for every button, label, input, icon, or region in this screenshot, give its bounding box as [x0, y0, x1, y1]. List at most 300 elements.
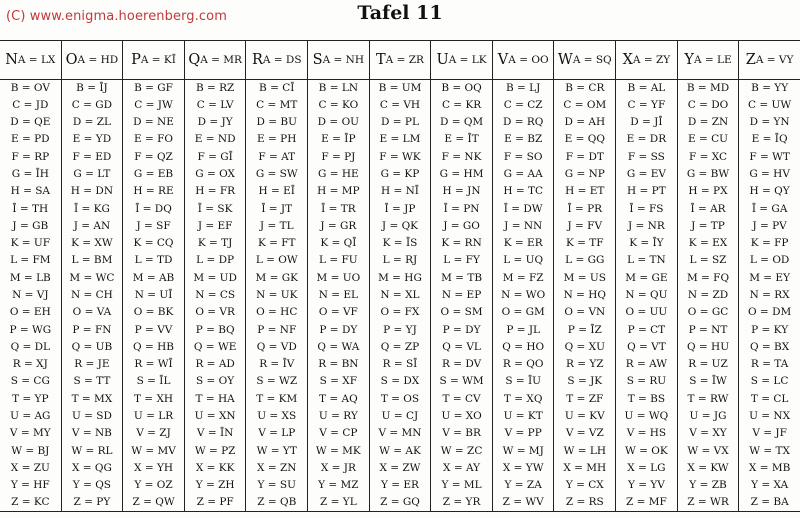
pair-cell: B = UM [378, 81, 422, 94]
pair-cell: U = NX [749, 409, 791, 422]
pair-cell: Z = QW [132, 496, 175, 509]
pair-cell: V = LP [258, 427, 296, 440]
pair-cell: F = QZ [134, 150, 173, 163]
pair-cell: V = NB [71, 427, 112, 440]
pair-cell: R = JE [74, 358, 110, 371]
pair-cell: S = ĪW [689, 375, 727, 388]
pair-cell: W = ZC [440, 444, 483, 457]
pair-cell: T = AQ [319, 392, 358, 405]
pair-cell: T = BS [627, 392, 666, 405]
pair-cell: R = ĪV [259, 358, 295, 371]
pair-cell: Y = SU [257, 479, 296, 492]
pair-cell: K = UF [10, 237, 51, 250]
pair-cell: H = MP [317, 185, 360, 198]
pair-cell: U = RY [318, 409, 358, 422]
pair-cell: H = SA [10, 185, 50, 198]
pair-cell: H = JN [442, 185, 481, 198]
pair-cell: G = ĪH [11, 168, 49, 181]
column-header [739, 41, 800, 79]
table-column-r [246, 41, 308, 511]
pair-cell: L = OW [255, 254, 298, 267]
pair-cell: Q = VL [442, 340, 481, 353]
pair-cell: L = RJ [382, 254, 418, 267]
pair-cell: K = QĪ [320, 237, 357, 250]
pair-cell: H = PT [627, 185, 666, 198]
pair-cell: W = PZ [194, 444, 236, 457]
pair-cell: V = VZ [565, 427, 604, 440]
column-first-pair: A = SQ [572, 54, 612, 66]
pair-cell: E = YD [72, 133, 112, 146]
pair-cell: J = GR [320, 219, 357, 232]
pair-cell: Q = HU [686, 340, 730, 353]
pair-cell: Ī = JP [384, 202, 416, 215]
pair-cell: E = FO [134, 133, 174, 146]
pair-cell: Z = BA [750, 496, 789, 509]
pair-cell: M = US [563, 271, 606, 284]
pair-cell: C = KR [441, 98, 482, 111]
pair-cell: Ī = GA [751, 202, 788, 215]
pair-cell: E = ND [194, 133, 236, 146]
pair-cell: D = BU [256, 116, 297, 129]
pair-cell: Q = XU [564, 340, 605, 353]
pair-cell: G = EB [133, 168, 174, 181]
pair-cell: R = DV [441, 358, 482, 371]
pair-cell: M = AB [132, 271, 175, 284]
pair-cell: C = KO [318, 98, 359, 111]
pair-cell: R = UZ [688, 358, 728, 371]
pair-cell: M = EY [749, 271, 791, 284]
pair-cell: U = WQ [624, 409, 669, 422]
pair-cell: C = LV [196, 98, 234, 111]
pair-cell: X = MH [563, 461, 607, 474]
pair-cell: E = BZ [504, 133, 543, 146]
pair-cell: P = WG [9, 323, 52, 336]
column-first-pair: A = LX [17, 54, 56, 66]
pair-cell: Ī = AR [690, 202, 726, 215]
pair-cell: F = PJ [321, 150, 356, 163]
pair-cell: L = GG [565, 254, 605, 267]
pair-cell: Q = WE [193, 340, 237, 353]
pair-cell: Z = WV [502, 496, 544, 509]
pair-cell: Z = MF [625, 496, 667, 509]
pair-cell: C = UW [748, 98, 792, 111]
pair-cell: H = DN [70, 185, 114, 198]
pair-cell: P = BQ [195, 323, 235, 336]
pair-cell: M = TB [441, 271, 483, 284]
pair-cell: N = CH [70, 289, 113, 302]
pair-cell: N = UĪ [134, 289, 173, 302]
pair-cell: X = ZW [379, 461, 421, 474]
pair-cell: X = ZN [257, 461, 297, 474]
pair-cell: W = VX [687, 444, 729, 457]
pair-cell: O = UU [625, 306, 668, 319]
column-header [246, 41, 307, 79]
pair-cell: V = PP [504, 427, 542, 440]
pair-cell: M = GE [625, 271, 668, 284]
pair-cell: B = GF [134, 81, 173, 94]
pair-cell: V = ZJ [136, 427, 171, 440]
pair-cell: L = SZ [689, 254, 727, 267]
pair-cell: E = ĪQ [751, 133, 788, 146]
pair-cell: Y = MZ [318, 479, 359, 492]
pair-cell: F = AT [258, 150, 296, 163]
pair-cell: B = YY [751, 81, 789, 94]
column-header [431, 41, 492, 79]
pair-cell: Q = UB [71, 340, 113, 353]
pair-cell: Z = KC [11, 496, 50, 509]
column-key-letter: P [131, 52, 141, 68]
pair-cell: O = SM [440, 306, 483, 319]
pair-cell: U = KT [503, 409, 543, 422]
table-column-v [493, 41, 555, 511]
pair-cell: C = DO [687, 98, 729, 111]
pair-cell: G = BW [686, 168, 730, 181]
pair-cell: S = ĪU [505, 375, 542, 388]
pair-cell: F = NK [441, 150, 482, 163]
pair-cell: W = TX [749, 444, 790, 457]
pair-cell: D = NE [133, 116, 174, 129]
pair-cell: D = PL [380, 116, 419, 129]
pair-cell: P = NF [257, 323, 297, 336]
pair-cell: G = EV [626, 168, 666, 181]
pair-cell: O = GC [687, 306, 729, 319]
pair-cell: S = TT [73, 375, 111, 388]
pair-cell: Q = HO [502, 340, 545, 353]
column-header [493, 41, 554, 79]
pair-cell: W = OK [625, 444, 668, 457]
pair-cell: G = AA [503, 168, 543, 181]
pair-cell: R = BN [318, 358, 359, 371]
pair-cell: P = JL [506, 323, 541, 336]
column-first-pair: A = LE [693, 54, 732, 66]
pair-cell: S = CG [10, 375, 50, 388]
pair-cell: O = DM [747, 306, 792, 319]
pair-cell: C = YF [627, 98, 666, 111]
pair-cell: M = UD [193, 271, 237, 284]
pair-cell: C = JD [12, 98, 49, 111]
pair-cell: H = TC [503, 185, 544, 198]
pair-cell: L = FY [443, 254, 480, 267]
pair-cell: W = MJ [502, 444, 544, 457]
table-column-q [185, 41, 247, 511]
pair-cell: C = GD [71, 98, 113, 111]
column-first-pair: A = VY [755, 54, 794, 66]
pair-cell: R = AW [625, 358, 668, 371]
pair-cell: X = JR [320, 461, 356, 474]
pair-cell: Ī = SK [197, 202, 233, 215]
pair-cell: O = HC [256, 306, 298, 319]
pair-cell: B = AL [627, 81, 666, 94]
pair-cell: Q = VT [627, 340, 666, 353]
pair-cell: X = YW [502, 461, 544, 474]
pair-cell: U = LR [133, 409, 174, 422]
pair-cell: E = QQ [564, 133, 605, 146]
pair-cell: Z = GQ [380, 496, 420, 509]
column-header [185, 41, 246, 79]
column-header [370, 41, 431, 79]
pair-cell: H = RE [133, 185, 174, 198]
pair-cell: O = VA [72, 306, 112, 319]
pair-cell: J = FV [567, 219, 603, 232]
pair-cell: Y = XA [751, 479, 789, 492]
column-first-pair: A = NH [322, 54, 365, 66]
pair-cell: D = JĪ [630, 116, 663, 129]
pair-cell: W = BJ [11, 444, 50, 457]
pair-cell: S = DX [380, 375, 420, 388]
pair-cell: Z = QB [257, 496, 297, 509]
pair-cell: S = JK [567, 375, 603, 388]
column-header [308, 41, 369, 79]
pair-cell: S = OY [196, 375, 235, 388]
table-column-u [431, 41, 493, 511]
pair-cell: W = YT [256, 444, 297, 457]
pair-cell: C = OM [563, 98, 607, 111]
pair-cell: G = HV [749, 168, 790, 181]
pair-cell: D = QM [439, 116, 484, 129]
pair-cell: S = WZ [256, 375, 298, 388]
pair-cell: U = XO [441, 409, 482, 422]
pair-cell: E = PD [10, 133, 50, 146]
table-column-s [308, 41, 370, 511]
pair-cell: T = CL [750, 392, 789, 405]
pair-cell: T = XQ [503, 392, 543, 405]
pair-cell: O = VF [318, 306, 358, 319]
column-first-pair: A = ZR [385, 54, 424, 66]
column-key-letter: T [375, 52, 386, 68]
column-header [123, 41, 184, 79]
pair-cell: D = RQ [502, 116, 544, 129]
pair-cell: D = QE [10, 116, 51, 129]
pair-cell: N = ZD [687, 289, 729, 302]
pair-cell: L = DP [196, 254, 235, 267]
pair-cell: L = TN [627, 254, 666, 267]
pair-cell: M = HG [378, 271, 422, 284]
pair-cell: U = XN [194, 409, 236, 422]
pair-cell: G = HM [439, 168, 484, 181]
pair-cell: R = SĪ [382, 358, 418, 371]
pair-cell: H = QY [749, 185, 790, 198]
pair-cell: L = UQ [503, 254, 544, 267]
pair-cell: W = AK [379, 444, 421, 457]
pair-cell: B = CĪ [259, 81, 295, 94]
pair-cell: F = WK [379, 150, 421, 163]
pair-cell: P = CT [627, 323, 666, 336]
pair-cell: X = YH [134, 461, 174, 474]
pair-cell: S = WM [439, 375, 484, 388]
pair-cell: H = PX [688, 185, 728, 198]
column-first-pair: A = DS [262, 54, 302, 66]
pair-cell: J = GB [12, 219, 49, 232]
pair-cell: T = CV [442, 392, 481, 405]
column-header [616, 41, 677, 79]
pair-cell: K = CQ [133, 237, 174, 250]
pair-cell: K = TJ [197, 237, 233, 250]
column-key-letter: N [5, 52, 18, 68]
pair-cell: D = ZL [72, 116, 111, 129]
pair-cell: X = LG [627, 461, 666, 474]
pair-cell: F = DT [565, 150, 604, 163]
pair-cell: H = EĪ [258, 185, 295, 198]
pair-cell: V = MY [9, 427, 51, 440]
pair-cell: L = OD [749, 254, 790, 267]
pair-cell: J = QK [381, 219, 419, 232]
pair-cell: P = DY [442, 323, 481, 336]
pair-cell: J = NR [628, 219, 665, 232]
pair-cell: G = LT [73, 168, 111, 181]
pair-cell: R = AD [195, 358, 235, 371]
column-key-letter: S [312, 52, 323, 68]
pair-cell: Ī = FS [629, 202, 664, 215]
pair-cell: E = ĪT [444, 133, 479, 146]
column-first-pair: A = LK [448, 54, 487, 66]
pair-cell: F = XC [688, 150, 728, 163]
column-key-letter: V [497, 52, 509, 68]
pair-cell: W = MK [315, 444, 361, 457]
pair-cell: T = RW [687, 392, 729, 405]
pair-cell: W = LH [563, 444, 606, 457]
pair-cell: Y = YV [627, 479, 665, 492]
pair-cell: Y = ZH [195, 479, 235, 492]
pair-cell: D = ZN [687, 116, 729, 129]
copyright-watermark: (C) www.enigma.hoerenberg.com [6, 9, 227, 24]
pair-cell: R = WĪ [134, 358, 173, 371]
table-column-z [739, 41, 800, 511]
pair-cell: L = FU [319, 254, 358, 267]
pair-cell: Ī = DQ [135, 202, 172, 215]
pair-cell: T = MX [71, 392, 113, 405]
pair-cell: B = LN [318, 81, 359, 94]
pair-cell: Z = PY [73, 496, 111, 509]
pair-cell: E = LM [379, 133, 421, 146]
pair-cell: X = MB [748, 461, 791, 474]
pair-cell: Y = ER [380, 479, 419, 492]
pair-cell: K = EX [688, 237, 728, 250]
table-column-n [0, 41, 62, 511]
pair-cell: U = KV [564, 409, 605, 422]
pair-cell: O = FX [380, 306, 420, 319]
pair-cell: F = SO [503, 150, 543, 163]
pair-cell: D = OU [317, 116, 360, 129]
pair-cell: R = XJ [12, 358, 48, 371]
pair-cell: S = XF [319, 375, 358, 388]
pair-cell: P = DY [319, 323, 358, 336]
pair-cell: U = CJ [381, 409, 419, 422]
column-key-letter: Y [684, 52, 694, 68]
pair-cell: L = BM [71, 254, 113, 267]
pair-cell: G = OX [195, 168, 236, 181]
pair-cell: X = AY [443, 461, 481, 474]
column-first-pair: A = MR [200, 54, 242, 66]
pair-cell: K = FP [750, 237, 789, 250]
pair-cell: J = SF [136, 219, 171, 232]
pair-cell: B = CR [565, 81, 605, 94]
pair-cell: B = MD [686, 81, 730, 94]
pair-cell: O = VN [564, 306, 606, 319]
table-column-t [370, 41, 432, 511]
pair-cell: P = FN [72, 323, 112, 336]
pair-cell: X = QG [71, 461, 112, 474]
pair-cell: V = JF [752, 427, 787, 440]
column-key-letter: R [251, 52, 263, 68]
pair-cell: U = SD [71, 409, 112, 422]
pair-cell: F = ED [72, 150, 112, 163]
pair-cell: E = DR [626, 133, 667, 146]
pair-cell: K = ER [503, 237, 543, 250]
pair-cell: Y = ZA [504, 479, 542, 492]
pair-cell: F = WT [749, 150, 790, 163]
pair-cell: K = XW [71, 237, 113, 250]
pair-cell: Z = WR [687, 496, 729, 509]
pair-cell: W = MV [131, 444, 176, 457]
column-key-letter: O [65, 52, 78, 68]
pair-cell: D = AH [564, 116, 606, 129]
pair-cell: N = EP [441, 289, 482, 302]
pair-cell: B = RZ [195, 81, 235, 94]
pair-cell: T = KM [256, 392, 298, 405]
pair-cell: O = EH [9, 306, 51, 319]
pair-cell: T = YP [12, 392, 49, 405]
pair-cell: V = BR [442, 427, 481, 440]
pair-cell: L = FM [10, 254, 51, 267]
pair-cell: P = ĪZ [567, 323, 602, 336]
pair-cell: M = FZ [502, 271, 544, 284]
pair-cell: Q = HB [133, 340, 174, 353]
pair-cell: Y = HF [10, 479, 50, 492]
pair-cell: G = SW [255, 168, 298, 181]
pair-cell: N = EL [318, 289, 358, 302]
pair-cell: C = MT [256, 98, 298, 111]
pair-cell: U = JG [689, 409, 727, 422]
pair-cell: F = RP [11, 150, 50, 163]
pair-cell: Ī = TH [12, 202, 49, 215]
pair-cell: J = NN [504, 219, 543, 232]
pair-cell: U = AG [10, 409, 51, 422]
pair-cell: L = TD [134, 254, 173, 267]
pair-cell: H = NĪ [380, 185, 419, 198]
column-first-pair: A = HD [77, 54, 119, 66]
pair-cell: B = OV [10, 81, 50, 94]
pair-cell: N = RX [749, 289, 790, 302]
column-header [678, 41, 739, 79]
pair-cell: N = HQ [563, 289, 606, 302]
pair-cell: C = JW [134, 98, 173, 111]
column-header [0, 41, 61, 79]
pair-cell: Ī = JT [261, 202, 293, 215]
pair-cell: Q = VD [256, 340, 297, 353]
pair-cell: N = UK [256, 289, 298, 302]
pair-cell: N = VJ [12, 289, 49, 302]
pair-cell: F = SS [627, 150, 665, 163]
pair-cell: K = FT [257, 237, 296, 250]
pair-cell: M = LB [9, 271, 51, 284]
pair-cell: J = TP [691, 219, 725, 232]
pair-cell: Y = QS [72, 479, 112, 492]
pair-cell: E = ĪP [321, 133, 356, 146]
pair-cell: V = MN [378, 427, 422, 440]
pair-cell: Y = ML [441, 479, 482, 492]
pair-cell: K = RN [441, 237, 482, 250]
pair-cell: J = AN [73, 219, 111, 232]
pair-cell: Y = ZB [689, 479, 727, 492]
pair-cell: P = KY [751, 323, 789, 336]
pair-cell: K = ĪY [629, 237, 664, 250]
pair-cell: E = CU [687, 133, 729, 146]
pair-cell: R = QO [502, 358, 544, 371]
pair-cell: D = YN [749, 116, 790, 129]
pair-cell: V = HS [626, 427, 667, 440]
column-first-pair: A = KĪ [140, 54, 176, 66]
column-key-letter: Z [745, 52, 756, 68]
